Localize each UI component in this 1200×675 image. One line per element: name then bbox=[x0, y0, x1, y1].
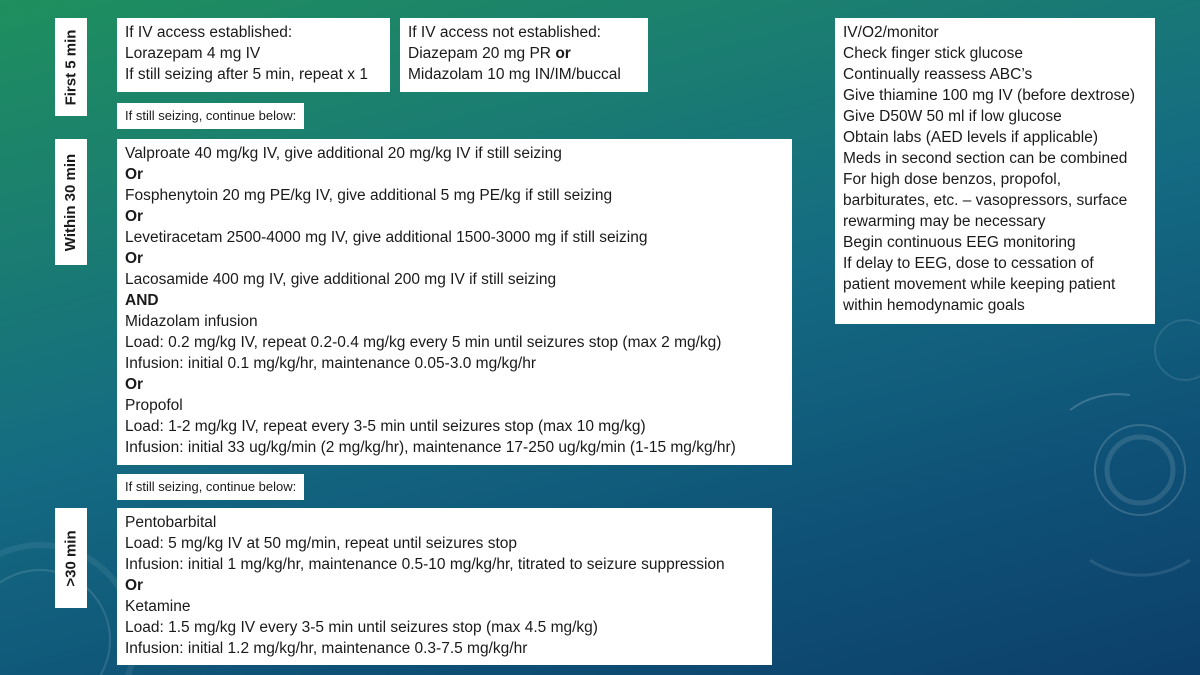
box-line: If delay to EEG, dose to cessation of bbox=[843, 255, 1094, 272]
box-line: If IV access not established: bbox=[408, 24, 601, 41]
box-line: Or bbox=[125, 166, 144, 183]
box-line: Or bbox=[125, 577, 144, 594]
box-line: Continually reassess ABC’s bbox=[843, 66, 1033, 83]
box-line: Infusion: initial 1 mg/kg/hr, maintenance 0.5-10 mg/kg/hr, titrated to seizure suppression bbox=[125, 556, 725, 573]
section-label-text: >30 min bbox=[62, 529, 80, 587]
iv-access-not-established-box bbox=[400, 18, 648, 92]
box-line: Infusion: initial 33 ug/kg/min (2 mg/kg/hr), maintenance 17-250 ug/kg/min (1-15 mg/kg/hr) bbox=[125, 439, 736, 456]
box-line: Load: 1.5 mg/kg IV every 3-5 min until seizures stop (max 4.5 mg/kg) bbox=[125, 619, 598, 636]
box-line-text: Diazepam 20 mg PR bbox=[408, 45, 556, 62]
box-line: Give thiamine 100 mg IV (before dextrose) bbox=[843, 87, 1136, 104]
continue-note-2: If still seizing, continue below: bbox=[117, 474, 304, 500]
section-label-text: First 5 min bbox=[62, 29, 80, 105]
within-30-min-box bbox=[117, 139, 792, 465]
box-line: AND bbox=[125, 292, 159, 309]
box-line: If IV access established: bbox=[125, 24, 293, 41]
section-label-first-5-min bbox=[55, 18, 87, 116]
box-line: Load: 1-2 mg/kg IV, repeat every 3-5 min until seizures stop (max 10 mg/kg) bbox=[125, 418, 646, 435]
box-line: Valproate 40 mg/kg IV, give additional 20 mg/kg IV if still seizing bbox=[125, 145, 562, 162]
box-line: patient movement while keeping patient bbox=[843, 276, 1116, 293]
box-line: Ketamine bbox=[125, 598, 191, 615]
section-label-over-30-min bbox=[55, 508, 87, 608]
general-care-box bbox=[835, 18, 1155, 324]
box-line: Meds in second section can be combined bbox=[843, 150, 1128, 167]
box-line: If still seizing after 5 min, repeat x 1 bbox=[125, 66, 368, 83]
over-30-min-box bbox=[117, 508, 772, 665]
box-line: Load: 0.2 mg/kg IV, repeat 0.2-0.4 mg/kg every 5 min until seizures stop (max 2 mg/kg) bbox=[125, 334, 722, 351]
box-line: within hemodynamic goals bbox=[843, 297, 1025, 314]
box-line: Propofol bbox=[125, 397, 183, 414]
box-line: Obtain labs (AED levels if applicable) bbox=[843, 129, 1099, 146]
box-line: Infusion: initial 1.2 mg/kg/hr, maintenance 0.3-7.5 mg/kg/hr bbox=[125, 640, 528, 657]
box-line bbox=[408, 43, 640, 64]
box-line: Begin continuous EEG monitoring bbox=[843, 234, 1076, 251]
box-line: Infusion: initial 0.1 mg/kg/hr, maintenance 0.05-3.0 mg/kg/hr bbox=[125, 355, 536, 372]
continue-note-1: If still seizing, continue below: bbox=[117, 103, 304, 129]
box-line: Midazolam 10 mg IN/IM/buccal bbox=[408, 66, 621, 83]
box-line: Levetiracetam 2500-4000 mg IV, give additional 1500-3000 mg if still seizing bbox=[125, 229, 648, 246]
box-line: Lacosamide 400 mg IV, give additional 200 mg IV if still seizing bbox=[125, 271, 557, 288]
box-line: rewarming may be necessary bbox=[843, 213, 1046, 230]
box-line: barbiturates, etc. – vasopressors, surface bbox=[843, 192, 1128, 209]
box-line: Midazolam infusion bbox=[125, 313, 258, 330]
box-line: Lorazepam 4 mg IV bbox=[125, 45, 261, 62]
box-line: Give D50W 50 ml if low glucose bbox=[843, 108, 1062, 125]
box-line: Or bbox=[125, 250, 144, 267]
box-line: Or bbox=[125, 376, 144, 393]
box-line: For high dose benzos, propofol, bbox=[843, 171, 1061, 188]
box-line: IV/O2/monitor bbox=[843, 24, 939, 41]
box-line-connector: or bbox=[555, 45, 571, 62]
section-label-text: Within 30 min bbox=[62, 153, 80, 251]
box-line: Or bbox=[125, 208, 144, 225]
box-line: Fosphenytoin 20 mg PE/kg IV, give additional 5 mg PE/kg if still seizing bbox=[125, 187, 613, 204]
section-label-within-30-min bbox=[55, 139, 87, 265]
box-line: Check finger stick glucose bbox=[843, 45, 1024, 62]
box-line: Load: 5 mg/kg IV at 50 mg/min, repeat until seizures stop bbox=[125, 535, 518, 552]
box-line: Pentobarbital bbox=[125, 514, 217, 531]
iv-access-established-box bbox=[117, 18, 390, 92]
